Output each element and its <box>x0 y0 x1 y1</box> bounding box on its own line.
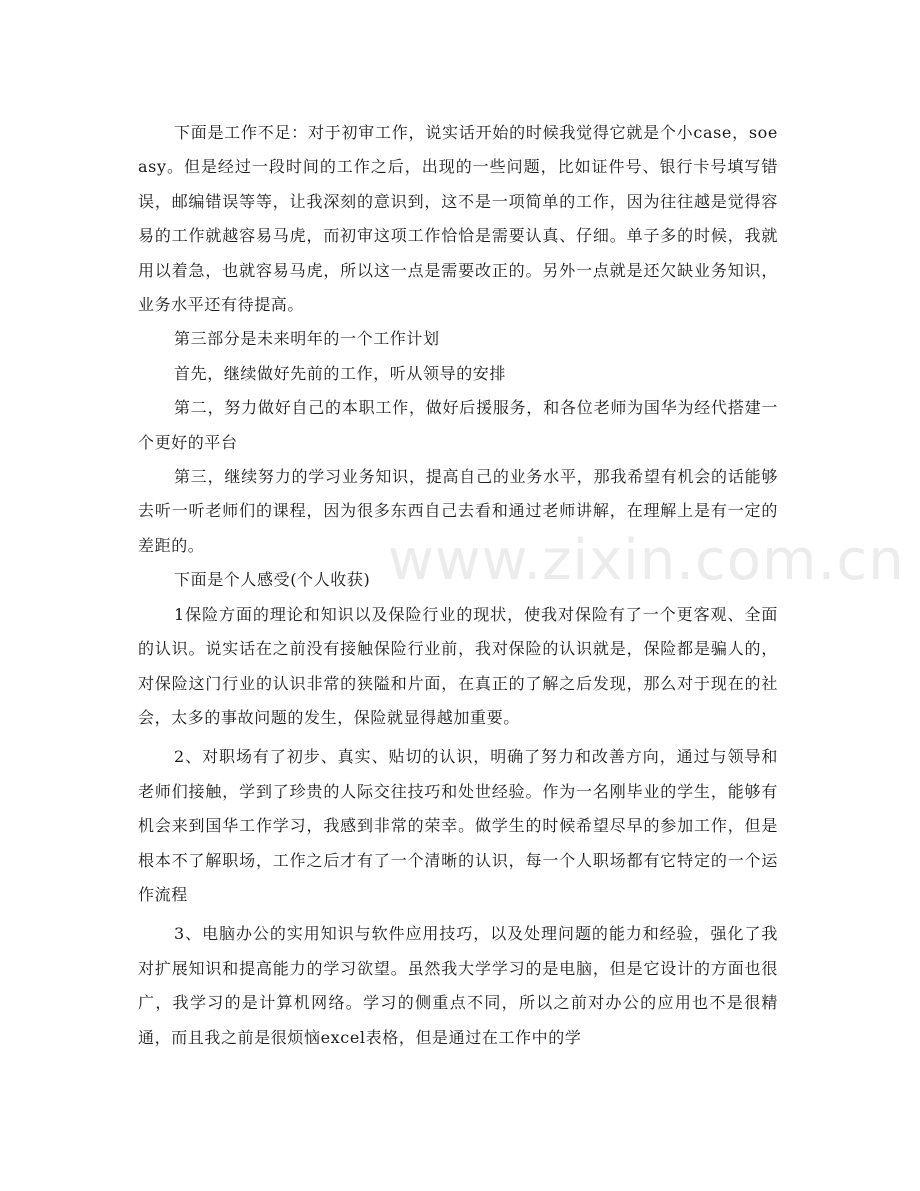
document-body <box>138 116 778 1055</box>
watermark: www.zixin.com.cn <box>388 528 905 593</box>
paragraph-plan-second: 第二，努力做好自己的本职工作，做好后援服务，和各位老师为国华为经代搭建一个更好的平台 <box>138 398 778 452</box>
paragraph-shortcomings: 下面是工作不足：对于初审工作，说实话开始的时候我觉得它就是个小case，soeasy。但是经过一段时间的工作之后，出现的一些问题，比如证件号、银行卡号填写错误，邮编错误等等，让我深刻的意识到，这不是一项简单的工作，因为往往越是觉得容易的工作就越容易马虎，而初审这项工作恰恰是需要认真、仔细。单子多的时候，我就用以着急，也就容易马虎，所以这一点是需要改正的。另外一点就是还欠缺业务知识，业务水平还有待提高。 <box>138 123 778 315</box>
paragraph-plan-first: 首先，继续做好先前的工作，听从领导的安排 <box>174 363 507 383</box>
paragraph-gain-three: 3、电脑办公的实用知识与软件应用技巧，以及处理问题的能力和经验，强化了我对扩展知识和提高能力的学习欲望。虽然我大学学习的是电脑，但是它设计的方面也很广，我学习的是计算机网络。学习的侧重点不同，所以之前对办公的应用也不是很精通，而且我之前是很烦恼excel表格，但是通过在工作中的学 <box>138 924 778 1047</box>
paragraph-gain-one: 1保险方面的理论和知识以及保险行业的现状，使我对保险有了一个更客观、全面的认识。说实话在之前没有接触保险行业前，我对保险的认识就是，保险都是骗人的，对保险这门行业的认识非常的狭隘和片面，在真正的了解之后发现，那么对于现在的社会，太多的事故问题的发生，保险就显得越加重要。 <box>138 604 778 727</box>
paragraph-personal-heading: 下面是个人感受(个人收获) <box>174 570 371 590</box>
paragraph-gain-two: 2、对职场有了初步、真实、贴切的认识，明确了努力和改善方向，通过与领导和老师们接触，学到了珍贵的人际交往技巧和处世经验。作为一名刚毕业的学生，能够有机会来到国华工作学习，我感到非常的荣幸。做学生的时候希望尽早的参加工作，但是根本不了解职场，工作之后才有了一个清晰的认识，每一个人职场都有它特定的一个运作流程 <box>138 747 778 904</box>
paragraph-plan-third: 第三，继续努力的学习业务知识，提高自己的业务水平，那我希望有机会的话能够去听一听老师们的课程，因为很多东西自己去看和通过老师讲解，在理解上是有一定的差距的。 <box>138 467 778 555</box>
paragraph-part-three-heading: 第三部分是未来明年的一个工作计划 <box>174 329 440 349</box>
